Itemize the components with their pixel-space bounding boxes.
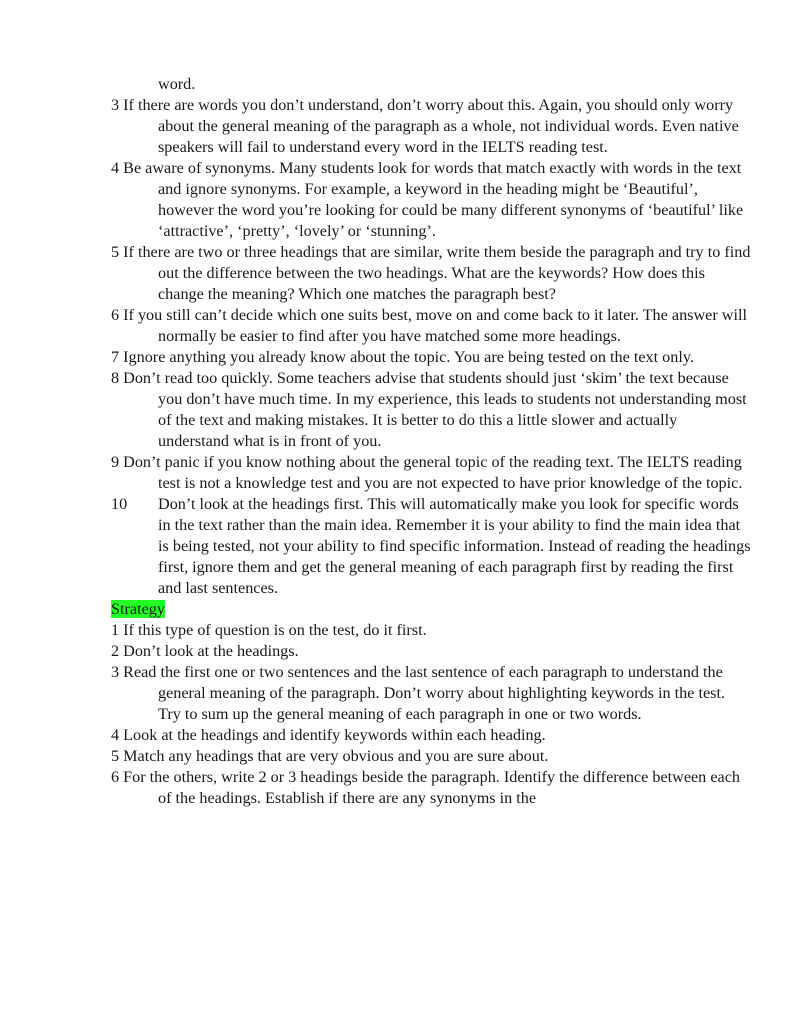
tip-item-10 — [111, 494, 751, 599]
tip-item-10-text: Don’t look at the headings first. This will automatically make you look for specific words in the text rather than the main idea. Remember it is your ability to find the main idea that is being tested, not your ability to find specific information. Instead of reading the headings first, ignore them and get the general meaning of each paragraph first by reading the first and last sentences. — [158, 495, 751, 597]
tip-item-8: 8 Don’t read too quickly. Some teachers advise that students should just ‘skim’ the text because you don’t have much time. In my experience, this leads to students not understanding most of the text and making mistakes. It is better to do this a little slower and actually understand what is in front of you. — [111, 369, 747, 450]
strategy-item-4: 4 Look at the headings and identify keywords within each heading. — [111, 726, 546, 744]
tip-item-3: 3 If there are words you don’t understand, don’t worry about this. Again, you should only worry about the general meaning of the paragraph as a whole, not individual words. Even native speakers will fail to understand every word in the IELTS reading test. — [111, 96, 739, 156]
document-body — [111, 74, 751, 809]
strategy-item-6: 6 For the others, write 2 or 3 headings beside the paragraph. Identify the difference between each of the headings. Establish if there are any synonyms in the — [111, 768, 740, 807]
strategy-item-1: 1 If this type of question is on the test, do it first. — [111, 621, 427, 639]
tip-item-9: 9 Don’t panic if you know nothing about the general topic of the reading text. The IELTS reading test is not a knowledge test and you are not expected to have prior knowledge of the topic. — [111, 453, 743, 492]
strategy-item-5: 5 Match any headings that are very obvious and you are sure about. — [111, 747, 549, 765]
tip-item-4: 4 Be aware of synonyms. Many students look for words that match exactly with words in the text and ignore synonyms. For example, a keyword in the heading might be ‘Beautiful’, however the word you’re looking for could be many different synonyms of ‘beautiful’ like ‘attractive’, ‘pretty’, ‘lovely’ or ‘stunning’. — [111, 159, 744, 240]
strategy-item-3: 3 Read the first one or two sentences and the last sentence of each paragraph to understand the general meaning of the paragraph. Don’t worry about highlighting keywords in the test. Try to sum up the general meaning of each paragraph in one or two words. — [111, 663, 726, 723]
strategy-item-2: 2 Don’t look at the headings. — [111, 642, 299, 660]
tip-item-10-number: 10 — [111, 495, 128, 513]
tip-item-7: 7 Ignore anything you already know about the topic. You are being tested on the text only. — [111, 348, 694, 366]
continuation-text: word. — [158, 75, 196, 93]
strategy-heading-line — [111, 599, 751, 620]
strategy-heading: Strategy — [111, 600, 165, 618]
tip-item-5: 5 If there are two or three headings that are similar, write them beside the paragraph and try to find out the difference between the two headings. What are the keywords? How does this change the meaning? Which one matches the paragraph best? — [111, 243, 751, 303]
tip-item-6: 6 If you still can’t decide which one suits best, move on and come back to it later. The answer will normally be easier to find after you have matched some more headings. — [111, 306, 747, 345]
